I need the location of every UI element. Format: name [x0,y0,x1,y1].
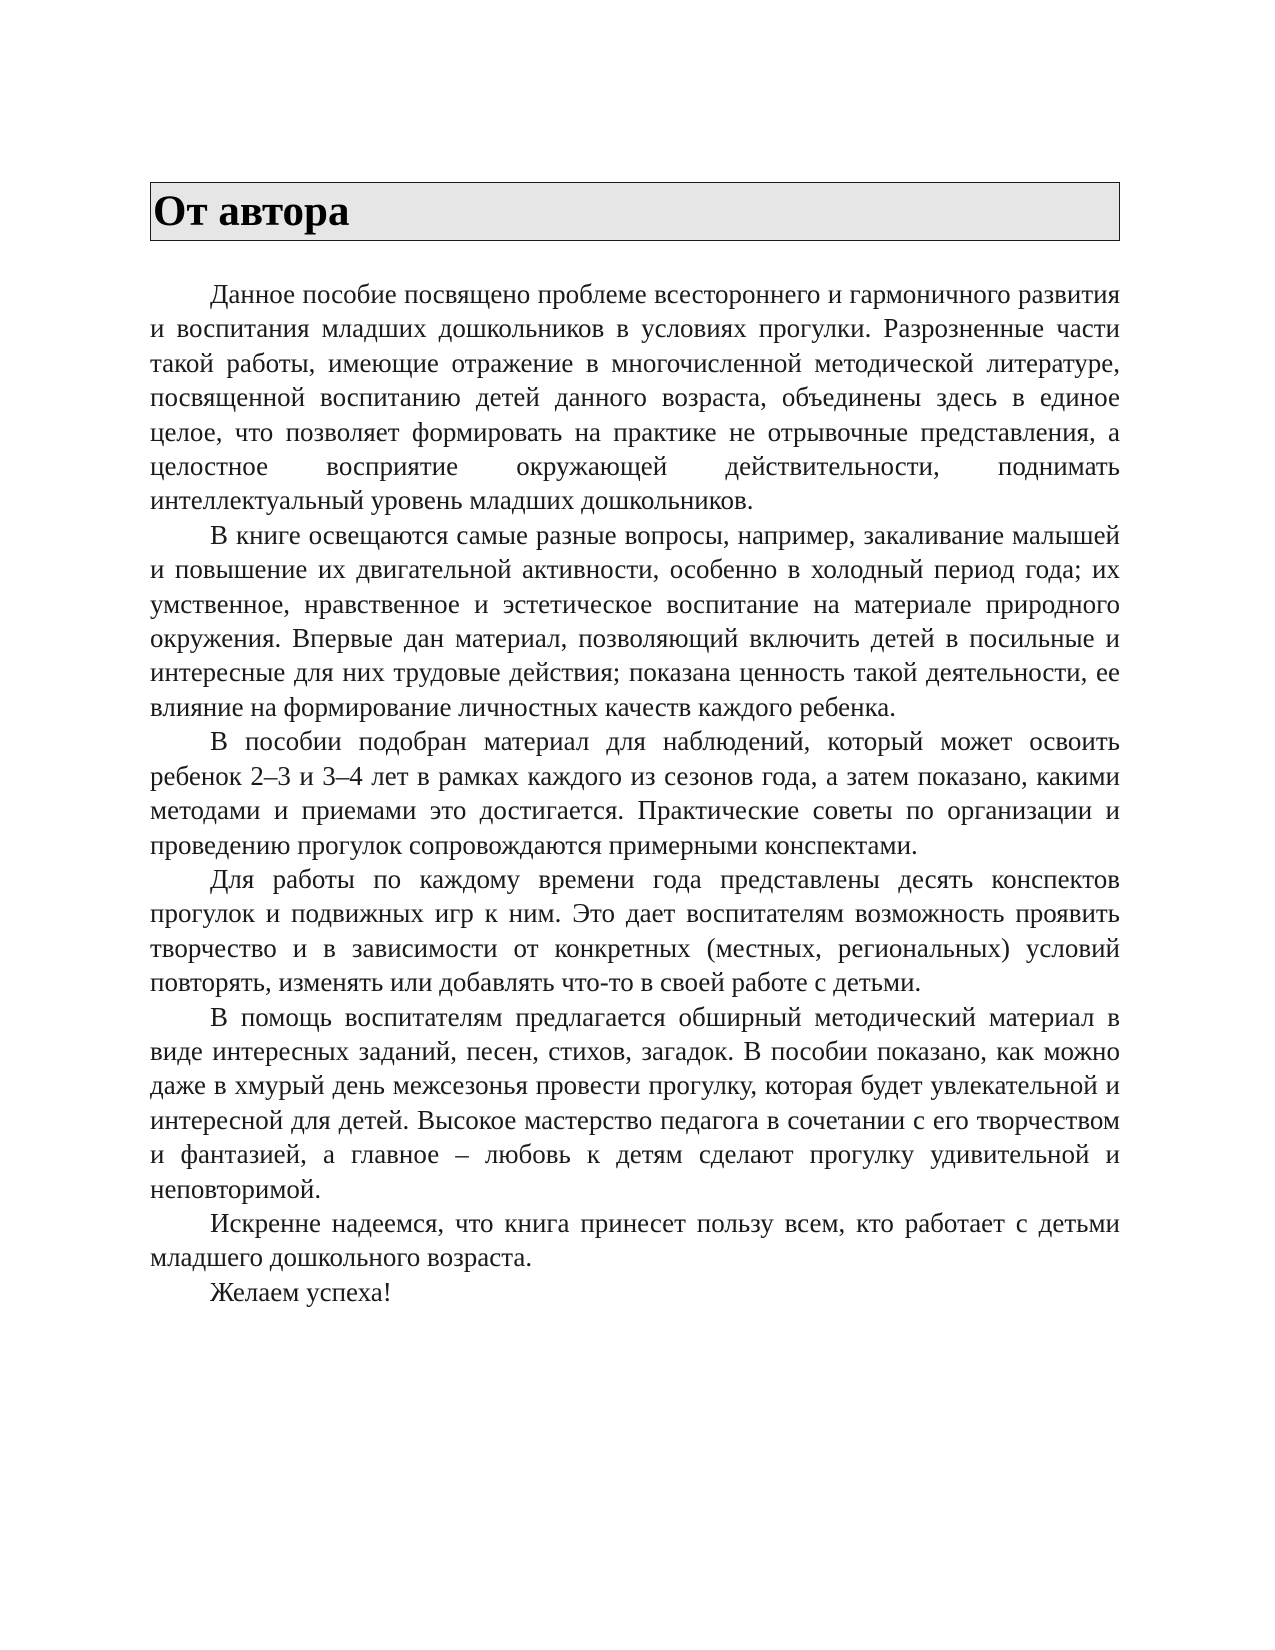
body-text [150,277,1120,1309]
paragraph-1: Данное пособие посвящено проблеме всестороннего и гармоничного развития и воспитания младших дошкольников в условиях прогулки. Разрозненные части такой работы, имеющие отражение в многочисленной методической литературе, посвященной воспитанию детей данного возраста, объединены здесь в единое целое, что позволяет формировать на практике не отрывочные представления, а целостное восприятие окружающей действительности, поднимать интеллектуальный уровень младших дошкольников. [150,279,1120,516]
paragraph-6: Искренне надеемся, что книга принесет пользу всем, кто работает с детьми младшего дошкольного возраста. [150,1207,1120,1273]
section-heading: От автора [153,188,350,235]
paragraph-4: Для работы по каждому времени года представлены десять конспектов прогулок и подвижных игр к ним. Это дает воспитателям возможность проявить творчество и в зависимости от конкретных (местных, региональных) условий повторять, изменять или добавлять что-то в своей работе с детьми. [150,863,1120,998]
section-heading-box [150,182,1120,241]
paragraph-5: В помощь воспитателям предлагается обширный методический материал в виде интересных заданий, песен, стихов, загадок. В пособии показано, как можно даже в хмурый день межсезонья провести прогулку, которая будет увлекательной и интересной для детей. Высокое мастерство педагога в сочетании с его творчеством и фантазией, а главное – любовь к детям сделают прогулку удивительной и неповторимой. [150,1001,1120,1204]
paragraph-7: Желаем успеха! [210,1276,392,1307]
paragraph-3: В пособии подобран материал для наблюдений, который может освоить ребенок 2–3 и 3–4 лет в рамках каждого из сезонов года, а затем показано, какими методами и приемами это достигается. Практические советы по организации и проведению прогулок сопровождаются примерными конспектами. [150,726,1120,860]
paragraph-2: В книге освещаются самые разные вопросы, например, закаливание малышей и повышение их двигательной активности, особенно в холодный период года; их умственное, нравственное и эстетическое воспитание на материале природного окружения. Впервые дан материал, позволяющий включить детей в посильные и интересные для них трудовые действия; показана ценность такой деятельности, ее влияние на формирование личностных качеств каждого ребенка. [150,519,1120,722]
